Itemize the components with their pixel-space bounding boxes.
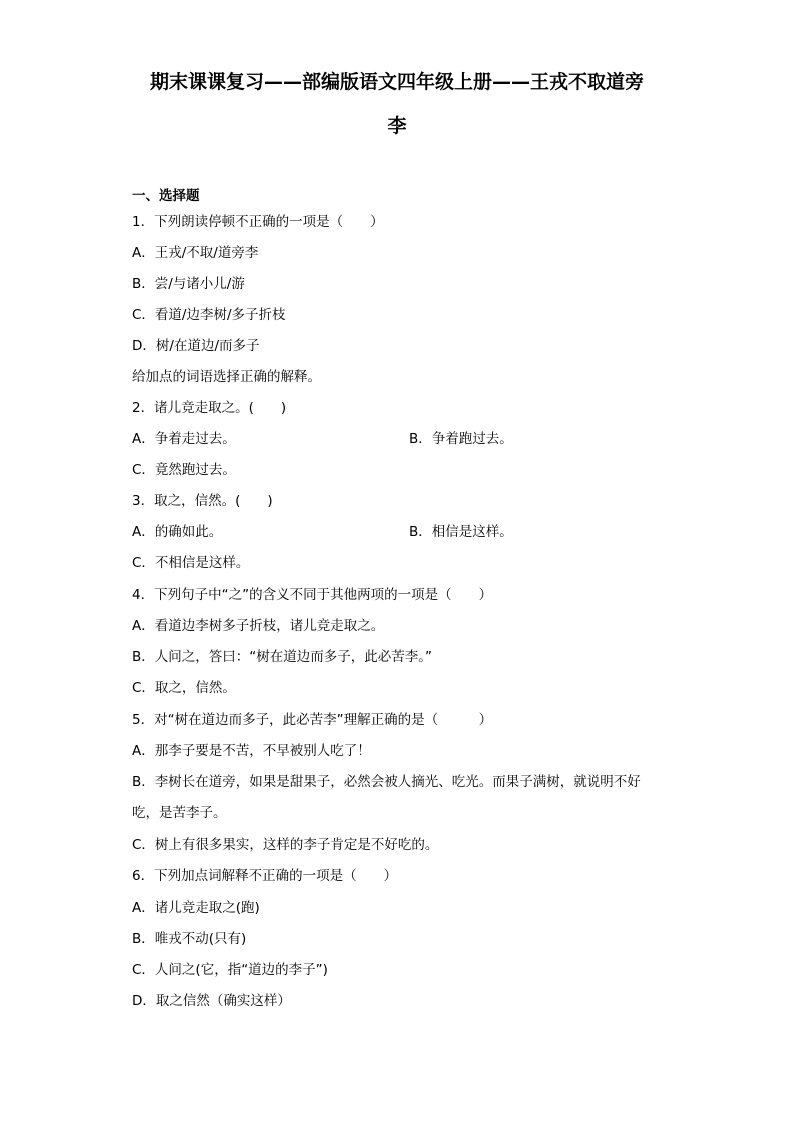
question-3-stem: 3．取之，信然。( ) <box>132 493 273 509</box>
question-5-option-b-line-1: B．李树长在道旁，如果是甜果子，必然会被人摘光、吃光。而果子满树，就说明不好 <box>132 774 641 790</box>
question-4-option-c: C．取之，信然。 <box>132 680 236 696</box>
question-6-option-c: C．人问之(它，指“道边的李子”) <box>132 962 328 978</box>
question-3-option-b: B．相信是这样。 <box>409 524 513 540</box>
question-3-option-a: A．的确如此。 <box>132 524 223 540</box>
question-1-option-b: B．尝/与诸小儿/游 <box>132 276 245 292</box>
document-title-line-1: 期末课课复习——部编版语文四年级上册——王戎不取道旁 <box>149 71 644 93</box>
question-5-option-a: A．那李子要是不苦，不早被别人吃了！ <box>132 743 371 759</box>
question-6-stem: 6．下列加点词解释不正确的一项是（ ） <box>132 868 398 884</box>
question-1-option-a: A．王戎/不取/道旁李 <box>132 245 259 261</box>
document-title-line-2: 李 <box>387 115 407 137</box>
instruction-text: 给加点的词语选择正确的解释。 <box>132 369 321 385</box>
question-4-option-b: B．人问之，答曰：“树在道边而多子，此必苦李。” <box>132 649 432 665</box>
question-5-stem: 5．对“树在道边而多子，此必苦李”理解正确的是（ ） <box>132 712 493 728</box>
question-4-option-a: A．看道边李树多子折枝，诸儿竞走取之。 <box>132 618 385 634</box>
question-6-option-d: D．取之信然（确实这样） <box>132 993 291 1009</box>
section-heading: 一、选择题 <box>132 188 200 204</box>
question-1-stem: 1．下列朗读停顿不正确的一项是（ ） <box>132 214 384 230</box>
question-6-option-a: A．诸儿竞走取之(跑) <box>132 900 260 916</box>
question-4-stem: 4．下列句子中“之”的含义不同于其他两项的一项是（ ） <box>132 587 493 603</box>
question-2-option-c: C．竟然跑过去。 <box>132 462 236 478</box>
question-2-stem: 2．诸儿竞走取之。( ) <box>132 400 287 416</box>
question-1-option-d: D．树/在道边/而多子 <box>132 338 260 354</box>
question-5-option-c: C．树上有很多果实，这样的李子肯定是不好吃的。 <box>132 837 439 853</box>
question-5-option-b-line-2: 吃，是苦李子。 <box>132 805 227 821</box>
question-3-option-c: C．不相信是这样。 <box>132 555 250 571</box>
question-2-option-b: B．争着跑过去。 <box>409 431 513 447</box>
question-2-option-a: A．争着走过去。 <box>132 431 236 447</box>
question-6-option-b: B．唯戎不动(只有) <box>132 931 247 947</box>
question-1-option-c: C．看道/边李树/多子折枝 <box>132 307 286 323</box>
